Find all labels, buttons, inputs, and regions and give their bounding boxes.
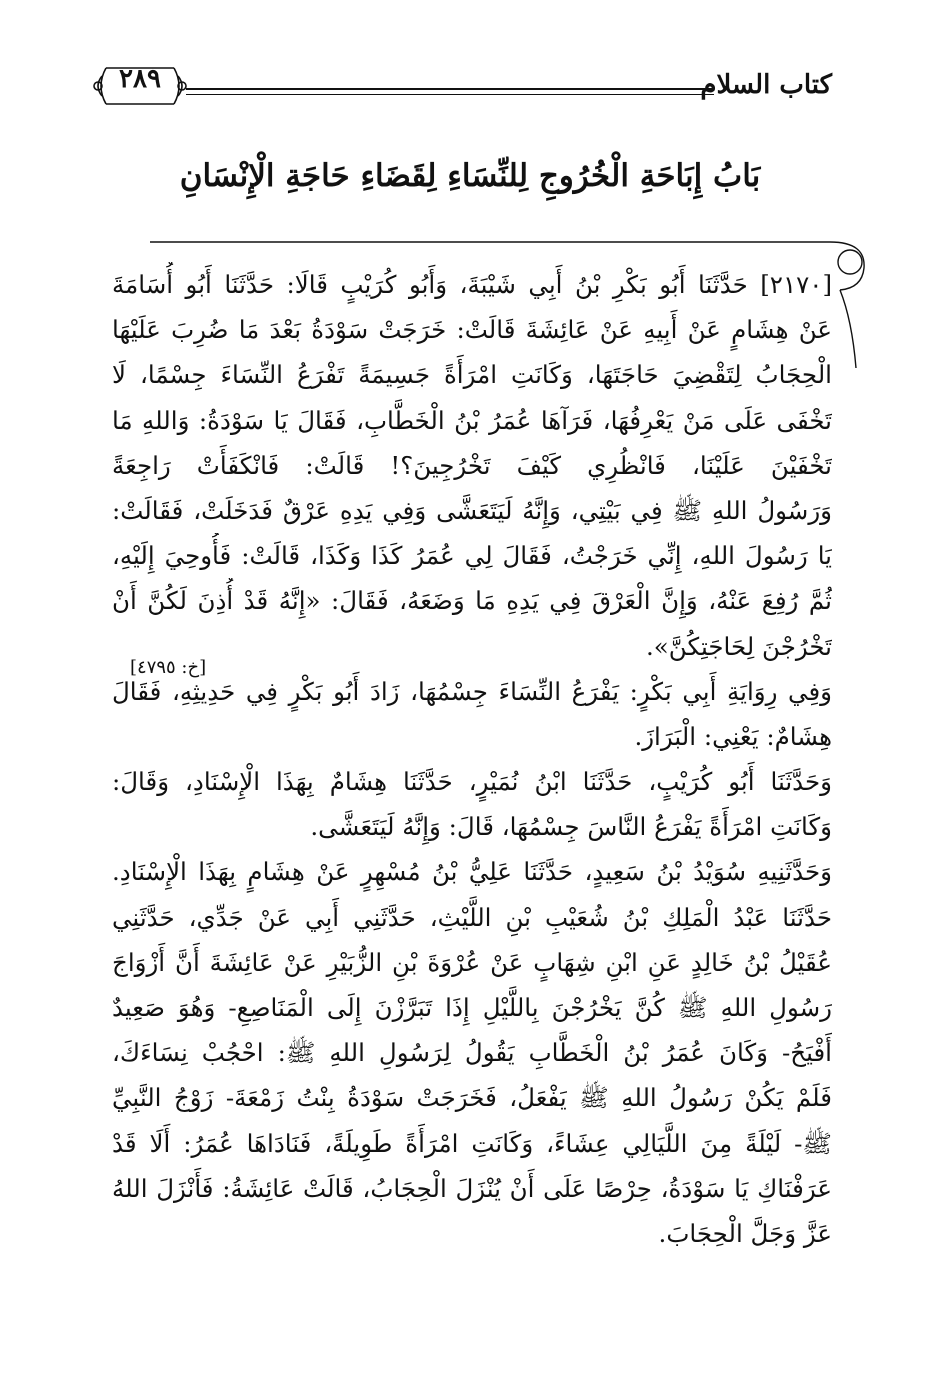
- text-line: فَلَمْ يَكُنْ رَسُولُ اللهِ ﷺ يَفْعَلُ، فَخَرَجَتْ سَوْدَةُ بِنْتُ زَمْعَةَ- زَوْجُ النَّبِيِّ: [112, 1083, 832, 1113]
- running-head: كتاب السلام: [700, 70, 832, 100]
- text-line: وَكَانَتِ امْرَأَةً يَفْرَعُ النَّاسَ جِسْمُهَا، قَالَ: وَإِنَّهُ لَيَتَعَشَّى.: [310, 812, 832, 842]
- hadith-text: [112, 262, 832, 1256]
- text-line: حَدَّثَنَا عَبْدُ الْمَلِكِ بْنُ شُعَيْبِ بْنِ اللَّيْثِ، حَدَّثَنِي أَبِي عَنْ جَدِّي، حَدَّثَنِي: [112, 902, 832, 932]
- text-line: عَنْ هِشَامٍ عَنْ أَبِيهِ عَنْ عَائِشَةَ قَالَتْ: خَرَجَتْ سَوْدَةُ بَعْدَ مَا ضُرِبَ عَلَيْهَا: [112, 315, 832, 345]
- text-line: ثُمَّ رُفِعَ عَنْهُ، وَإِنَّ الْعَرْقَ فِي يَدِهِ مَا وَضَعَهُ، فَقَالَ: «إِنَّهُ قَدْ أُذِنَ لَكُنَّ أَنْ: [112, 586, 832, 616]
- page-number: ٢٨٩: [119, 64, 161, 94]
- text-line: وَحَدَّثَنِيهِ سُوَيْدُ بْنُ سَعِيدٍ، حَدَّثَنَا عَلِيُّ بْنُ مُسْهِرٍ عَنْ هِشَامٍ بِهَذَا الْإِسْنَادِ.: [112, 857, 832, 887]
- text-line: تَخْفَيْنَ عَلَيْنَا، فَانْظُرِي كَيْفَ تَخْرُجِينَ؟! قَالَتْ: فَانْكَفَأَتْ رَاجِعَةً: [112, 450, 832, 480]
- text-line: تَخْفَى عَلَى مَنْ يَعْرِفُهَا، فَرَآهَا عُمَرُ بْنُ الْخَطَّابِ، فَقَالَ يَا سَوْدَةُ: وَاللهِ مَا: [112, 405, 832, 435]
- text-line: ﷺ- لَيْلَةً مِنَ اللَّيَالِي عِشَاءً، وَكَانَتِ امْرَأَةً طَوِيلَةً، فَنَادَاهَا عُمَرُ: أَلَا قَدْ: [112, 1128, 832, 1158]
- text-line: عَزَّ وَجَلَّ الْحِجَابَ.: [658, 1218, 832, 1248]
- chapter-title: بَابُ إِبَاحَةِ الْخُرُوجِ لِلنِّسَاءِ لِقَضَاءِ حَاجَةِ الْإِنْسَانِ: [179, 158, 761, 194]
- text-line: أَفْيَحُ- وَكَانَ عُمَرُ بْنُ الْخَطَّابِ يَقُولُ لِرَسُولِ اللهِ ﷺ: احْجُبْ نِسَاءَكَ،: [112, 1038, 832, 1068]
- reference-citation: [خ: ٤٧٩٥]: [130, 657, 207, 678]
- text-line: عُقَيْلُ بْنُ خَالِدٍ عَنِ ابْنِ شِهَابٍ عَنْ عُرْوَةَ بْنِ الزُّبَيْرِ عَنْ عَائِشَةَ أَنَّ أَزْوَاجَ: [112, 947, 832, 977]
- text-line: يَا رَسُولَ اللهِ، إِنِّي خَرَجْتُ، فَقَالَ لِي عُمَرُ كَذَا وَكَذَا، قَالَتْ: فَأُوحِيَ إِلَيْهِ،: [112, 541, 832, 571]
- text-line: تَخْرُجْنَ لِحَاجَتِكُنَّ».: [646, 631, 832, 661]
- text-line: وَرَسُولُ اللهِ ﷺ فِي بَيْتِي، وَإِنَّهُ لَيَتَعَشَّى وَفِي يَدِهِ عَرْقٌ فَدَخَلَتْ، فَقَالَتْ:: [112, 495, 832, 525]
- text-line: الْحِجَابُ لِتَقْضِيَ حَاجَتَهَا، وَكَانَتِ امْرَأَةً جَسِيمَةً تَفْرَعُ النِّسَاءَ جِسْمًا، لَا: [112, 360, 832, 390]
- text-line: عَرَفْنَاكِ يَا سَوْدَةُ، حِرْصًا عَلَى أَنْ يُنْزَلَ الْحِجَابُ، قَالَتْ عَائِشَةُ: فَأَنْزَلَ اللهُ: [112, 1173, 832, 1203]
- text-line: [٢١٧٠] حَدَّثَنَا أَبُو بَكْرِ بْنُ أَبِي شَيْبَةَ، وَأَبُو كُرَيْبٍ قَالَا: حَدَّثَنَا أَبُو أُسَامَةَ: [112, 270, 832, 299]
- text-line: وَفِي رِوَايَةِ أَبِي بَكْرٍ: يَفْرَعُ النِّسَاءَ جِسْمُهَا، زَادَ أَبُو بَكْرٍ فِي حَدِيثِهِ، فَقَالَ: [112, 676, 832, 706]
- text-line: وَحَدَّثَنَا أَبُو كُرَيْبٍ، حَدَّثَنَا ابْنُ نُمَيْرٍ، حَدَّثَنَا هِشَامٌ بِهَذَا الْإِسْنَادِ، وَقَالَ:: [112, 767, 832, 797]
- text-line: رَسُولِ اللهِ ﷺ كُنَّ يَخْرُجْنَ بِاللَّيْلِ إِذَا تَبَرَّزْنَ إِلَى الْمَنَاصِعِ- وَهُوَ صَعِيدٌ: [112, 993, 832, 1022]
- text-line: هِشَامٌ: يَعْنِي: الْبَرَازَ.: [634, 721, 832, 751]
- header-rule: [186, 88, 714, 95]
